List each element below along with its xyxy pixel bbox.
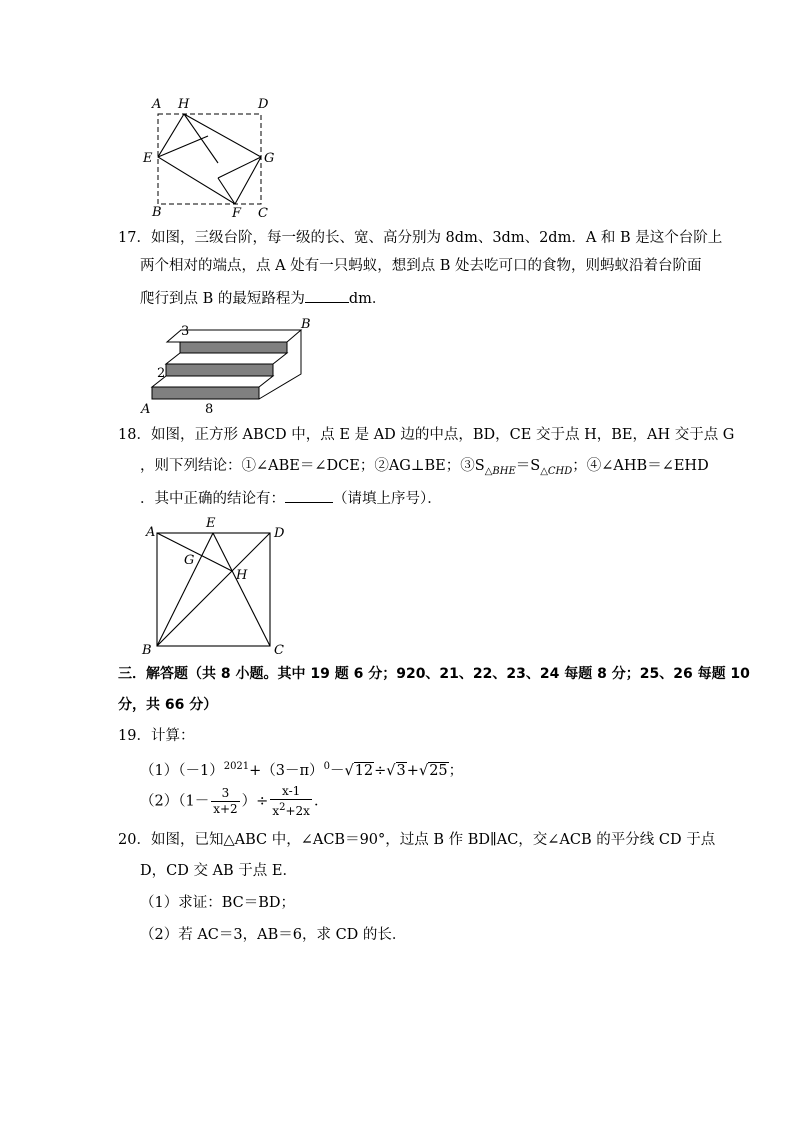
label-H: H [236, 568, 248, 583]
fraction-1: $\frac{3}{x+2}$ [213, 786, 238, 816]
q20-part1: （1）求证：BC＝BD； [140, 895, 296, 911]
q18-line3: ．其中正确的结论有： （请填上序号）． [140, 488, 442, 509]
label-B: B [142, 643, 152, 658]
label-E: E [143, 151, 153, 166]
q17-line3: 爬行到点 B 的最短路程为 dm． [140, 288, 386, 309]
q17-line1: 17．如图，三级台阶，每一级的长、宽、高分别为 8dm、3dm、2dm．A 和 B 是这个台阶上 [118, 230, 723, 246]
label-D: D [258, 97, 269, 112]
q19-part2: （2）（1－ $\frac{3}{x+2}$ ）÷ $\frac{x-1}{x^2+2x}$ ． [140, 784, 329, 818]
answer-blank-q18[interactable] [285, 488, 333, 503]
label-2: 2 [157, 366, 166, 381]
section3-heading-line1: 三．解答题（共 8 小题。其中 19 题 6 分；920、21、22、23、24 每题 8 分；25、26 每题 10 [118, 666, 750, 682]
label-A: A [146, 525, 156, 540]
label-C: C [274, 643, 284, 658]
q18-line1: 18．如图，正方形 ABCD 中，点 E 是 AD 边的中点，BD，CE 交于点 H，BE，AH 交于点 G [118, 427, 735, 443]
label-B: B [152, 205, 162, 220]
label-E: E [206, 516, 216, 531]
label-3: 3 [181, 324, 190, 339]
figure-q18 [140, 512, 300, 658]
label-B: B [301, 317, 311, 332]
label-H: H [178, 97, 190, 112]
label-8: 8 [205, 402, 214, 417]
label-G: G [184, 553, 195, 568]
label-F: F [232, 206, 242, 221]
label-A: A [141, 402, 151, 417]
label-G: G [264, 151, 275, 166]
q18-line2: ，则下列结论：①∠ABE＝∠DCE；②AG⊥BE；$③S_{\triangle BHE}=S_{\triangle CHD}$；④∠AHB＝∠EHD [140, 458, 709, 477]
q20-line1: 20．如图，已知△ABC 中，∠ACB＝90°，过点 B 作 BD∥AC，交∠ACB 的平分线 CD 于点 [118, 832, 716, 848]
fraction-2: $\frac{x-1}{x^2+2x}$ [272, 784, 310, 818]
label-D: D [274, 526, 285, 541]
figure-q17 [135, 312, 325, 418]
q19-part1: $(1)(-1)^{2021}+(3-\pi)^0-√12\div√3+√25$； [140, 761, 464, 779]
q17-line2: 两个相对的端点，点 A 处有一只蚂蚁，想到点 B 处去吃可口的食物，则蚂蚁沿着台阶面 [140, 258, 702, 274]
q20-part2: （2）若 AC＝3，AB＝6，求 CD 的长． [140, 927, 407, 943]
figure-q16 [138, 92, 288, 222]
q20-line2: D，CD 交 AB 于点 E． [140, 863, 297, 879]
label-C: C [258, 206, 268, 221]
answer-blank-q17[interactable] [305, 288, 349, 303]
q19-title: 19．计算： [118, 728, 195, 744]
section3-heading-line2: 分，共 66 分） [118, 697, 218, 713]
label-A: A [152, 97, 162, 112]
